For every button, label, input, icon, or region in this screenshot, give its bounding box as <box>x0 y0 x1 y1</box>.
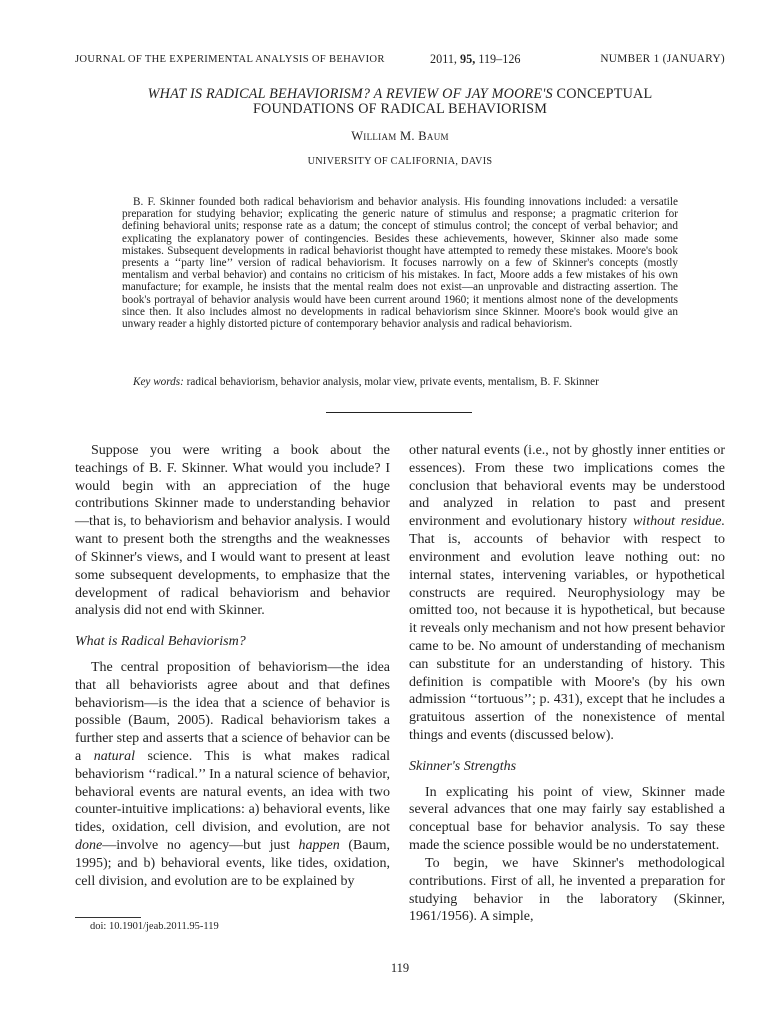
heading-what-is-radical-behaviorism: What is Radical Behaviorism? <box>75 634 246 650</box>
article-title <box>75 87 725 117</box>
author-affiliation: UNIVERSITY OF CALIFORNIA, DAVIS <box>307 156 493 167</box>
methodological-paragraph: To begin, we have Skinner's methodological contributions. First of all, he invented a preparation for studying behavior in the laboratory (Skinner, 1961/1956). A simple, <box>409 855 725 925</box>
doi-footnote: doi: 10.1901/jeab.2011.95-119 <box>90 921 219 932</box>
keywords-label: Key words: <box>133 376 184 388</box>
keywords-text: radical behaviorism, behavior analysis, molar view, private events, mentalism, B. F. Skinner <box>183 376 599 388</box>
year: 2011, <box>430 52 457 66</box>
title-italic-part: WHAT IS RADICAL BEHAVIORISM? A REVIEW OF JAY MOORE'S <box>147 86 553 102</box>
issue-info: NUMBER 1 (JANUARY) <box>600 53 725 65</box>
title-line-2: FOUNDATIONS OF RADICAL BEHAVIORISM <box>252 101 548 117</box>
left-column <box>75 442 390 891</box>
volume-number: 95, <box>460 52 476 66</box>
right-column <box>409 442 725 926</box>
footnote-rule <box>75 917 141 918</box>
abstract-text: B. F. Skinner founded both radical behaviorism and behavior analysis. His founding innovations included: a versatile preparation for studying behavior; explicating the generic nature of stimulus and response; a pragmatic criterion for defining behavioral units; response rate as a datum; the concept of stimulus control; the concept of verbal behavior; and explicating the explanatory power of contingencies. Besides these achievements, however, Skinner also made some mistakes. Subsequent developments in radical behaviorist thought have attempted to remedy these mistakes. Moore's book presents a ‘‘party line’’ version of radical behaviorism. It focuses narrowly on a few of Skinner's concepts (mostly mentalism and verbal behavior) and contains no criticism of his mistakes. In fact, Moore adds a few mistakes of his own manufacture; for example, he insists that the mental realm does not exist—an unprovable and distracting assertion. The book's portrayal of behavior analysis would have been current around 1960; it mentions almost none of the developments since then. It also includes almost no developments in radical behaviorism since Skinner. Moore's book would give an unwary reader a highly distorted picture of contemporary behavior analysis and radical behaviorism. <box>122 196 678 331</box>
page-number: 119 <box>390 961 410 975</box>
running-header <box>75 52 725 70</box>
abstract <box>122 196 678 330</box>
keywords <box>122 376 692 388</box>
journal-name: JOURNAL OF THE EXPERIMENTAL ANALYSIS OF BEHAVIOR <box>75 54 385 65</box>
volume-info <box>430 52 521 67</box>
heading-skinners-strengths: Skinner's Strengths <box>409 758 517 774</box>
page-range: 119–126 <box>478 52 521 66</box>
section-divider <box>326 412 472 413</box>
intro-paragraph: Suppose you were writing a book about the teachings of B. F. Skinner. What would you include? I would begin with an appreciation of the huge contributions Skinner made to understanding behavior—that is, to behaviorism and behavior analysis. I would want to present both the strengths and the weaknesses of Skinner's views, and I would want to present at least some subsequent developments, to emphasize that the development of radical behaviorism and behavior analysis did not end with Skinner. <box>75 443 390 619</box>
title-roman-part: CONCEPTUAL <box>552 86 653 102</box>
explicating-paragraph: In explicating his point of view, Skinner made several advances that one may fairly say established a conceptual base for behavior analysis. To say these made the science possible would be no understatement. <box>409 784 725 854</box>
author-name: William M. Baum <box>351 129 449 143</box>
continued-paragraph: other natural events (i.e., not by ghostly inner entities or essences). From these two implications comes the conclusion that behavioral events may be understood and analyzed in relation to past and present environment and evolutionary history without residue. That is, accounts of behavior with respect to environment and evolution leave nothing out: no internal states, intervening variables, or hypothetical constructs are required. Neurophysiology may be omitted too, not because it is hypothetical, but because it reveals only mechanism and not how present behavior came to be. No amount of understanding of mechanism can substitute for an understanding of history. This definition is compatible with Moore's (by his own admission ‘‘tortuous’’; p. 431), except that he includes a gratuitous assertion of the nonexistence of mental things and events (discussed below). <box>409 443 726 743</box>
central-proposition-paragraph: The central proposition of behaviorism—the idea that all behaviorists agree about and that defines behaviorism—is the idea that a science of behavior is possible (Baum, 2005). Radical behaviorism takes a further step and asserts that a science of behavior can be a natural science. This is what makes radical behaviorism ‘‘radical.’’ In a natural science of behavior, behavioral events are natural events, an idea with two counter-intuitive implications: a) behavioral events, like tides, oxidation, cell division, and evolution, are not done—involve no agency—but just happen (Baum, 1995); and b) behavioral events, like tides, oxidation, cell division, and evolution are to be explained by <box>75 659 390 889</box>
